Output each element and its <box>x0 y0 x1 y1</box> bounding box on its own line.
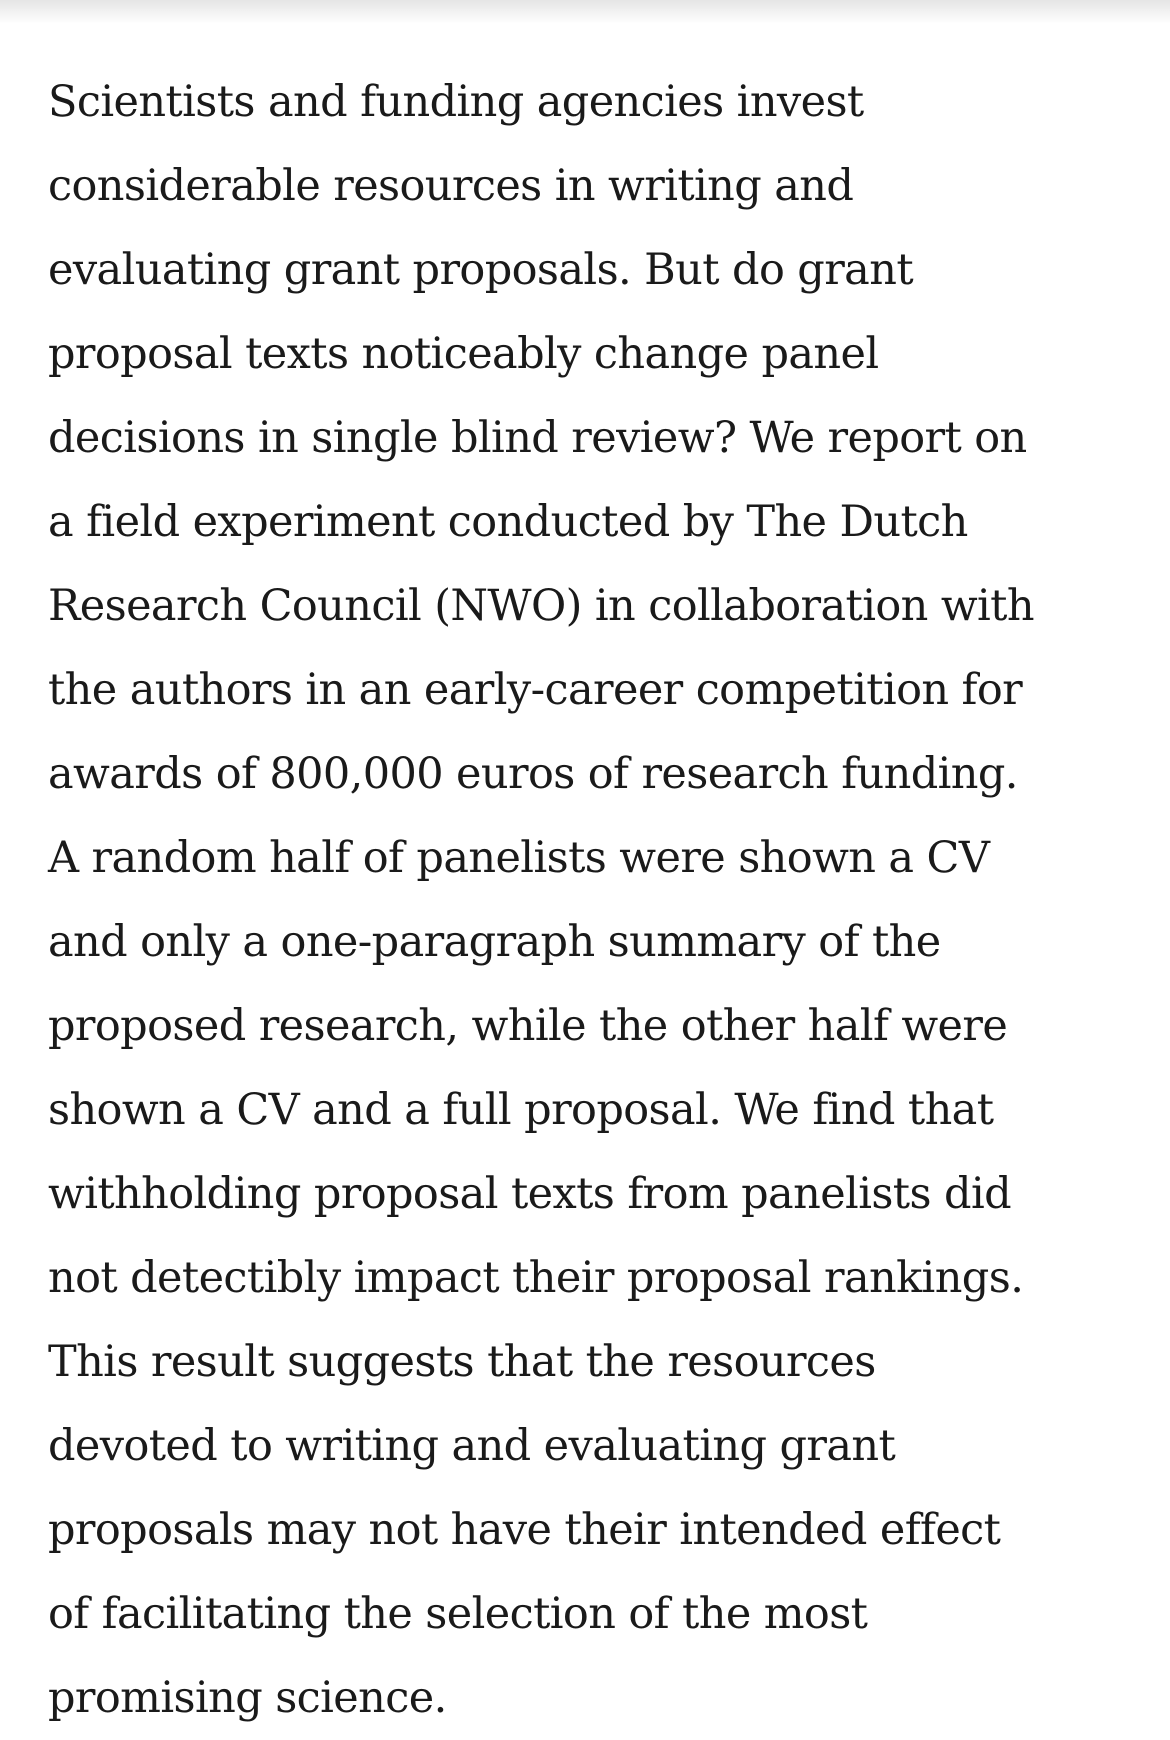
abstract-line: decisions in single blind review? We report on <box>48 413 1027 463</box>
abstract-line: and only a one-paragraph summary of the <box>48 917 941 967</box>
abstract-line: devoted to writing and evaluating grant <box>48 1421 896 1471</box>
abstract-line: proposed research, while the other half were <box>48 1001 1008 1051</box>
abstract-line: of facilitating the selection of the most <box>48 1589 868 1639</box>
abstract-line: not detectibly impact their proposal rankings. <box>48 1253 1024 1303</box>
abstract-line: the authors in an early-career competition for <box>48 665 1023 715</box>
abstract-line: Research Council (NWO) in collaboration with <box>48 581 1034 631</box>
abstract-line: evaluating grant proposals. But do grant <box>48 245 913 295</box>
abstract-line: proposals may not have their intended effect <box>48 1505 1001 1555</box>
abstract-line: This result suggests that the resources <box>48 1337 876 1387</box>
abstract-line: considerable resources in writing and <box>48 161 854 211</box>
abstract-paragraph <box>48 60 1138 1740</box>
abstract-line: A random half of panelists were shown a CV <box>48 833 990 883</box>
abstract-line: withholding proposal texts from panelists did <box>48 1169 1012 1219</box>
article-body <box>48 60 1138 1740</box>
abstract-line: awards of 800,000 euros of research funding. <box>48 749 1018 799</box>
abstract-line: a field experiment conducted by The Dutch <box>48 497 968 547</box>
abstract-line: promising science. <box>48 1673 447 1723</box>
abstract-line: proposal texts noticeably change panel <box>48 329 879 379</box>
abstract-line: shown a CV and a full proposal. We find that <box>48 1085 994 1135</box>
abstract-line: Scientists and funding agencies invest <box>48 77 864 127</box>
top-scroll-shadow <box>0 0 1170 24</box>
